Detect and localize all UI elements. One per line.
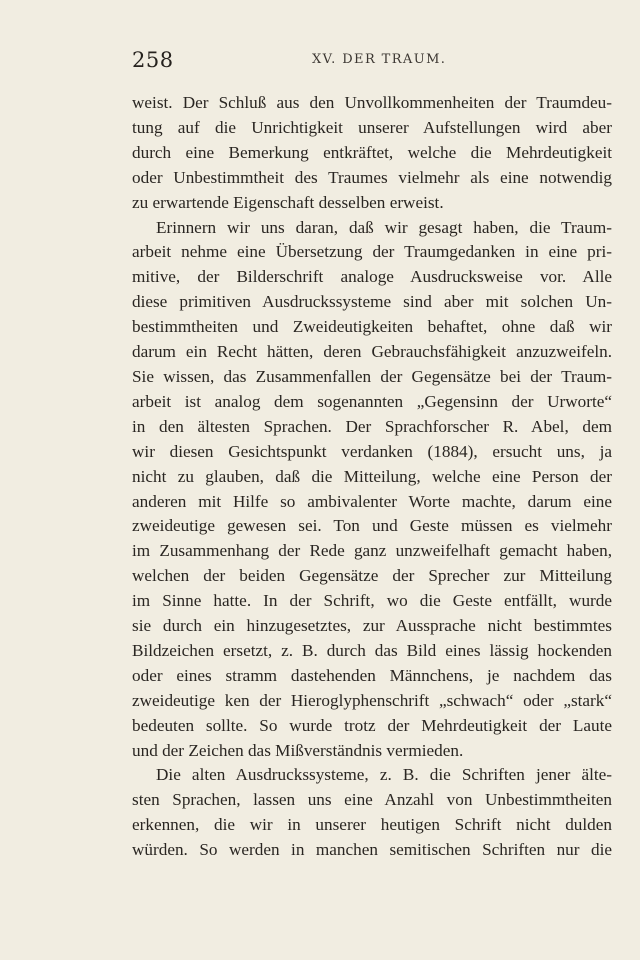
text-line: mitive, der Bilderschrift analoge Ausdrucksweise vor. Alle <box>132 267 612 287</box>
text-line: wir diesen Gesichtspunkt verdanken (1884), ersucht uns, ja <box>132 441 612 461</box>
text-line: oder eines stramm dastehenden Männchens, je nachdem das <box>132 665 612 685</box>
text-line: Die alten Ausdruckssysteme, z. B. die Schriften jener älte- <box>156 765 612 785</box>
text-line: oder Unbestimmtheit des Traumes vielmehr als eine notwendig <box>132 167 612 187</box>
text-line: bedeuten sollte. So wurde trotz der Mehrdeutigkeit der Laute <box>132 715 612 735</box>
paragraph <box>132 91 612 216</box>
text-line: im Sinne hatte. In der Schrift, wo die Geste entfällt, wurde <box>132 591 612 611</box>
text-line: im Zusammenhang der Rede ganz unzweifelhaft gemacht haben, <box>132 541 612 561</box>
page-number: 258 <box>132 48 174 72</box>
text-line: sie durch ein hinzugesetztes, zur Aussprache nicht bestimmtes <box>132 616 612 636</box>
running-head: XV. DER TRAUM. <box>312 52 447 67</box>
text-line: weist. Der Schluß aus den Unvollkommenheiten der Traumdeu- <box>132 93 612 112</box>
body-text <box>132 91 612 863</box>
text-line: Erinnern wir uns daran, daß wir gesagt haben, die Traum- <box>156 217 612 237</box>
text-line: und der Zeichen das Mißverständnis vermieden. <box>132 740 464 760</box>
text-line: zu erwartende Eigenschaft desselben erweist. <box>132 192 444 212</box>
text-line: erkennen, die wir in unserer heutigen Schrift nicht dulden <box>132 815 612 835</box>
text-line: würden. So werden in manchen semitischen Schriften nur die <box>132 840 612 860</box>
text-line: welchen der beiden Gegensätze der Sprecher zur Mitteilung <box>132 566 612 586</box>
text-line: Sie wissen, das Zusammenfallen der Gegensätze bei der Traum- <box>132 366 612 386</box>
text-line: sten Sprachen, lassen uns eine Anzahl von Unbestimmtheiten <box>132 790 612 810</box>
text-line: Bildzeichen ersetzt, z. B. durch das Bild eines lässig hockenden <box>132 640 612 660</box>
text-line: nicht zu glauben, daß die Mitteilung, welche eine Person der <box>132 466 612 486</box>
text-line: durch eine Bemerkung entkräftet, welche die Mehrdeutigkeit <box>132 142 612 162</box>
text-line: bestimmtheiten und Zweideutigkeiten behaftet, ohne daß wir <box>132 317 612 337</box>
text-line: arbeit ist analog dem sogenannten „Gegensinn der Urworte“ <box>132 391 612 411</box>
text-line: darum ein Recht hätten, deren Gebrauchsfähigkeit anzuzweifeln. <box>132 342 612 362</box>
text-line: zweideutige gewesen sei. Ton und Geste müssen es vielmehr <box>132 516 612 536</box>
paragraph <box>132 763 612 863</box>
page-header <box>132 46 612 76</box>
text-line: zweideutige ken der Hieroglyphenschrift „schwach“ oder „stark“ <box>132 690 612 710</box>
text-line: anderen mit Hilfe so ambivalenter Worte machte, darum eine <box>132 491 612 511</box>
text-line: diese primitiven Ausdruckssysteme sind aber mit solchen Un- <box>132 292 612 312</box>
paragraph <box>132 216 612 764</box>
text-line: arbeit nehme eine Übersetzung der Traumgedanken in eine pri- <box>132 242 612 262</box>
text-line: in den ältesten Sprachen. Der Sprachforscher R. Abel, dem <box>132 416 612 436</box>
text-line: tung auf die Unrichtigkeit unserer Aufstellungen wird aber <box>132 117 612 137</box>
